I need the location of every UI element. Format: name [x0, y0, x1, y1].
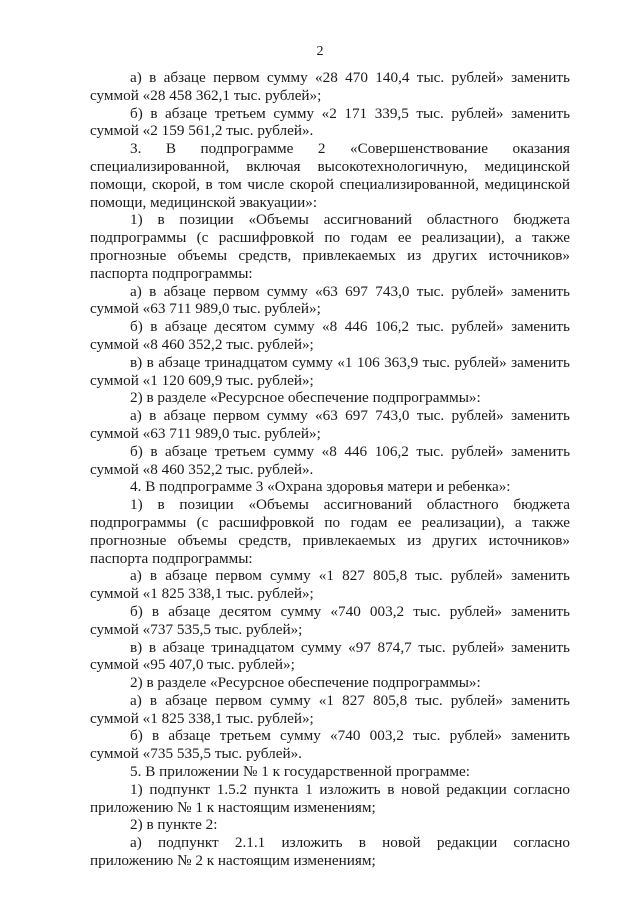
paragraph-3-2-resources: 2) в разделе «Ресурсное обеспечение подпрограммы»:: [130, 389, 481, 407]
paragraph-1a-first: а) в абзаце первом сумму «28 470 140,4 тыс. рублей» заменить суммой «28 458 362,1 тыс. рублей»;: [90, 69, 570, 104]
paragraph-4-2a: а) в абзаце первом сумму «1 827 805,8 тыс. рублей» заменить суммой «1 825 338,1 тыс. рублей»;: [90, 691, 570, 727]
paragraph-section-4: 4. В подпрограмме 3 «Охрана здоровья матери и ребенка»:: [130, 478, 511, 496]
page-number: 2: [316, 44, 324, 59]
paragraph-section-5: 5. В приложении № 1 к государственной программе:: [130, 763, 470, 781]
paragraph-4-1v: в) в абзаце тринадцатом сумму «97 874,7 тыс. рублей» заменить суммой «95 407,0 тыс. рублей»;: [90, 638, 570, 674]
paragraph-4-2b: б) в абзаце третьем сумму «740 003,2 тыс. рублей» заменить суммой «735 535,5 тыс. рублей».: [90, 727, 570, 763]
paragraph-5-1: 1) подпункт 1.5.2 пункта 1 изложить в новой редакции согласно приложению № 1 к настоящим изменениям;: [90, 780, 570, 816]
paragraph-4-2-resources: 2) в разделе «Ресурсное обеспечение подпрограммы»:: [130, 674, 481, 692]
paragraph-3-2b: б) в абзаце третьем сумму «8 446 106,2 тыс. рублей» заменить суммой «8 460 352,2 тыс. рублей».: [90, 442, 570, 478]
paragraph-5-2: 2) в пункте 2:: [130, 816, 218, 834]
paragraph-3-1b: б) в абзаце десятом сумму «8 446 106,2 тыс. рублей» заменить суммой «8 460 352,2 тыс. рублей»;: [90, 318, 570, 353]
paragraph-4-1b: б) в абзаце десятом сумму «740 003,2 тыс. рублей» заменить суммой «737 535,5 тыс. рублей»;: [90, 602, 570, 638]
paragraph-1b-third: б) в абзаце третьем сумму «2 171 339,5 тыс. рублей» заменить суммой «2 159 561,2 тыс. рублей».: [90, 104, 570, 140]
paragraph-3-1a: а) в абзаце первом сумму «63 697 743,0 тыс. рублей» заменить суммой «63 711 989,0 тыс. рублей»;: [90, 282, 570, 318]
paragraph-3-2a: а) в абзаце первом сумму «63 697 743,0 тыс. рублей» заменить суммой «63 711 989,0 тыс. рублей»;: [90, 407, 570, 442]
paragraph-5-2a: а) подпункт 2.1.1 изложить в новой редакции согласно приложению № 2 к настоящим изменениям;: [90, 834, 570, 870]
paragraph-4-1-position: 1) в позиции «Объемы ассигнований областного бюджета подпрограммы (с расшифровкой по годам ее реализации), а также прогнозные объемы средств, привлекаемых из других источников» паспорта подпрограммы:: [90, 496, 570, 567]
paragraph-4-1a: а) в абзаце первом сумму «1 827 805,8 тыс. рублей» заменить суммой «1 825 338,1 тыс. рублей»;: [90, 567, 570, 603]
paragraph-3-1v: в) в абзаце тринадцатом сумму «1 106 363,9 тыс. рублей» заменить суммой «1 120 609,9 тыс. рублей»;: [90, 353, 570, 389]
document-body: [90, 69, 570, 870]
paragraph-3-1-position: 1) в позиции «Объемы ассигнований областного бюджета подпрограммы (с расшифровкой по годам ее реализации), а также прогнозные объемы средств, привлекаемых из других источников» паспорта подпрограммы:: [90, 211, 570, 282]
paragraph-section-3: 3. В подпрограмме 2 «Совершенствование оказания специализированной, включая высокотехнологичную, медицинской помощи, скорой, в том числе скорой специализированной, медицинской помощи, медицинской эвакуации»:: [90, 140, 570, 211]
